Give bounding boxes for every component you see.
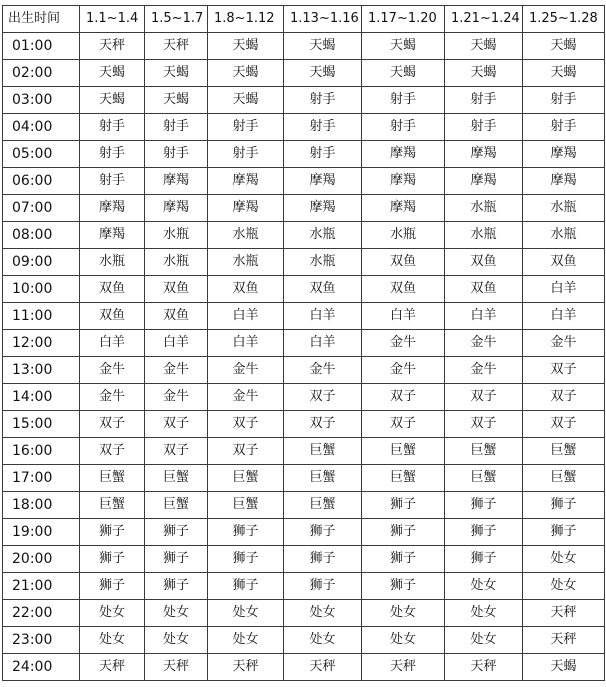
sign-cell: 巨蟹 — [445, 465, 523, 492]
sign-cell: 白羊 — [145, 330, 208, 357]
sign-cell: 双鱼 — [362, 249, 445, 276]
sign-cell: 水瓶 — [523, 222, 605, 249]
birth-time-cell: 04:00 — [3, 114, 80, 141]
sign-cell: 双鱼 — [523, 249, 605, 276]
sign-cell: 双鱼 — [445, 249, 523, 276]
table-row — [3, 141, 605, 168]
sign-cell: 金牛 — [445, 357, 523, 384]
sign-cell: 狮子 — [208, 573, 284, 600]
sign-cell: 处女 — [445, 627, 523, 654]
sign-cell: 处女 — [284, 600, 362, 627]
sign-cell: 白羊 — [523, 303, 605, 330]
sign-cell: 巨蟹 — [284, 438, 362, 465]
sign-cell: 双子 — [284, 384, 362, 411]
table-row — [3, 600, 605, 627]
sign-cell: 双子 — [362, 384, 445, 411]
sign-cell: 巨蟹 — [145, 492, 208, 519]
sign-cell: 水瓶 — [145, 249, 208, 276]
sign-cell: 摩羯 — [523, 141, 605, 168]
table-row — [3, 546, 605, 573]
table-row — [3, 60, 605, 87]
sign-cell: 白羊 — [523, 276, 605, 303]
birth-time-cell: 05:00 — [3, 141, 80, 168]
sign-cell: 双鱼 — [362, 276, 445, 303]
sign-cell: 狮子 — [80, 519, 145, 546]
sign-cell: 双子 — [208, 411, 284, 438]
sign-cell: 双子 — [284, 411, 362, 438]
sign-cell: 处女 — [145, 627, 208, 654]
table-row — [3, 114, 605, 141]
sign-cell: 天蝎 — [284, 33, 362, 60]
header-date-range: 1.17~1.20 — [362, 6, 445, 33]
sign-cell: 巨蟹 — [208, 465, 284, 492]
sign-cell: 狮子 — [362, 546, 445, 573]
table-row — [3, 330, 605, 357]
sign-cell: 狮子 — [284, 519, 362, 546]
birth-time-cell: 13:00 — [3, 357, 80, 384]
sign-cell: 水瓶 — [523, 195, 605, 222]
sign-cell: 水瓶 — [362, 222, 445, 249]
birth-time-cell: 10:00 — [3, 276, 80, 303]
sign-cell: 金牛 — [208, 357, 284, 384]
sign-cell: 天秤 — [523, 600, 605, 627]
birth-time-cell: 16:00 — [3, 438, 80, 465]
sign-cell: 天蝎 — [445, 60, 523, 87]
sign-cell: 天秤 — [445, 654, 523, 681]
sign-cell: 双鱼 — [284, 276, 362, 303]
sign-cell: 摩羯 — [523, 168, 605, 195]
birth-time-cell: 02:00 — [3, 60, 80, 87]
birth-time-cell: 09:00 — [3, 249, 80, 276]
birth-time-cell: 20:00 — [3, 546, 80, 573]
sign-cell: 狮子 — [445, 492, 523, 519]
sign-cell: 狮子 — [523, 519, 605, 546]
sign-cell: 处女 — [445, 600, 523, 627]
sign-cell: 白羊 — [284, 330, 362, 357]
sign-cell: 天秤 — [145, 33, 208, 60]
sign-cell: 双子 — [362, 411, 445, 438]
header-row — [3, 6, 605, 33]
birth-time-cell: 14:00 — [3, 384, 80, 411]
header-date-range: 1.13~1.16 — [284, 6, 362, 33]
table-row — [3, 384, 605, 411]
sign-cell: 巨蟹 — [362, 465, 445, 492]
sign-cell: 天蝎 — [208, 60, 284, 87]
sign-cell: 双鱼 — [80, 276, 145, 303]
sign-cell: 双子 — [145, 438, 208, 465]
sign-cell: 巨蟹 — [284, 492, 362, 519]
sign-cell: 双鱼 — [145, 303, 208, 330]
sign-cell: 射手 — [80, 168, 145, 195]
header-date-range: 1.25~1.28 — [523, 6, 605, 33]
sign-cell: 狮子 — [284, 573, 362, 600]
table-row — [3, 519, 605, 546]
sign-cell: 金牛 — [362, 357, 445, 384]
birth-time-cell: 11:00 — [3, 303, 80, 330]
table-row — [3, 492, 605, 519]
sign-cell: 射手 — [208, 114, 284, 141]
sign-cell: 天蝎 — [362, 60, 445, 87]
sign-cell: 摩羯 — [284, 168, 362, 195]
sign-cell: 天蝎 — [284, 60, 362, 87]
sign-cell: 白羊 — [208, 303, 284, 330]
sign-cell: 狮子 — [208, 546, 284, 573]
sign-cell: 金牛 — [523, 330, 605, 357]
sign-cell: 双鱼 — [145, 276, 208, 303]
sign-cell: 摩羯 — [208, 195, 284, 222]
sign-cell: 双子 — [445, 411, 523, 438]
sign-cell: 射手 — [284, 87, 362, 114]
sign-cell: 双子 — [145, 411, 208, 438]
birth-time-cell: 06:00 — [3, 168, 80, 195]
sign-cell: 狮子 — [445, 519, 523, 546]
table-row — [3, 33, 605, 60]
sign-cell: 摩羯 — [80, 195, 145, 222]
table-row — [3, 195, 605, 222]
table-row — [3, 654, 605, 681]
sign-cell: 金牛 — [362, 330, 445, 357]
sign-cell: 双子 — [80, 438, 145, 465]
sign-cell: 天蝎 — [80, 87, 145, 114]
sign-cell: 双子 — [523, 357, 605, 384]
birth-time-cell: 01:00 — [3, 33, 80, 60]
sign-cell: 射手 — [523, 87, 605, 114]
sign-cell: 天秤 — [208, 654, 284, 681]
birth-time-cell: 21:00 — [3, 573, 80, 600]
sign-cell: 处女 — [523, 546, 605, 573]
sign-cell: 射手 — [284, 114, 362, 141]
sign-cell: 天蝎 — [208, 33, 284, 60]
sign-cell: 射手 — [362, 114, 445, 141]
sign-cell: 金牛 — [80, 357, 145, 384]
sign-cell: 水瓶 — [445, 195, 523, 222]
sign-cell: 天蝎 — [362, 33, 445, 60]
sign-cell: 巨蟹 — [80, 465, 145, 492]
sign-cell: 水瓶 — [80, 249, 145, 276]
sign-cell: 射手 — [445, 87, 523, 114]
sign-cell: 水瓶 — [284, 249, 362, 276]
birth-time-cell: 19:00 — [3, 519, 80, 546]
sign-cell: 处女 — [523, 573, 605, 600]
birth-time-cell: 23:00 — [3, 627, 80, 654]
sign-cell: 巨蟹 — [284, 465, 362, 492]
sign-cell: 巨蟹 — [80, 492, 145, 519]
sign-cell: 狮子 — [523, 492, 605, 519]
sign-cell: 狮子 — [362, 573, 445, 600]
sign-cell: 摩羯 — [362, 168, 445, 195]
sign-cell: 水瓶 — [284, 222, 362, 249]
sign-cell: 狮子 — [362, 492, 445, 519]
sign-cell: 射手 — [145, 141, 208, 168]
sign-cell: 摩羯 — [445, 168, 523, 195]
sign-cell: 天秤 — [145, 654, 208, 681]
sign-cell: 处女 — [208, 627, 284, 654]
table-row — [3, 276, 605, 303]
sign-cell: 摩羯 — [362, 141, 445, 168]
sign-cell: 狮子 — [145, 573, 208, 600]
sign-cell: 射手 — [284, 141, 362, 168]
sign-cell: 天蝎 — [80, 60, 145, 87]
rising-sign-table — [2, 5, 605, 681]
sign-cell: 金牛 — [445, 330, 523, 357]
sign-cell: 巨蟹 — [445, 438, 523, 465]
sign-cell: 天蝎 — [208, 87, 284, 114]
sign-cell: 双鱼 — [80, 303, 145, 330]
sign-cell: 狮子 — [284, 546, 362, 573]
sign-cell: 摩羯 — [80, 222, 145, 249]
header-date-range: 1.5~1.7 — [145, 6, 208, 33]
sign-cell: 双鱼 — [208, 276, 284, 303]
sign-cell: 天蝎 — [523, 60, 605, 87]
header-birth-time: 出生时间 — [3, 6, 80, 33]
sign-cell: 射手 — [523, 114, 605, 141]
sign-cell: 摩羯 — [445, 141, 523, 168]
header-date-range: 1.1~1.4 — [80, 6, 145, 33]
birth-time-cell: 08:00 — [3, 222, 80, 249]
table-row — [3, 411, 605, 438]
sign-cell: 摩羯 — [145, 195, 208, 222]
table-row — [3, 168, 605, 195]
sign-cell: 摩羯 — [362, 195, 445, 222]
table-row — [3, 87, 605, 114]
sign-cell: 双子 — [208, 438, 284, 465]
sign-cell: 巨蟹 — [362, 438, 445, 465]
birth-time-cell: 22:00 — [3, 600, 80, 627]
birth-time-cell: 18:00 — [3, 492, 80, 519]
sign-cell: 处女 — [284, 627, 362, 654]
sign-cell: 白羊 — [208, 330, 284, 357]
sign-cell: 双子 — [523, 411, 605, 438]
sign-cell: 处女 — [208, 600, 284, 627]
birth-time-cell: 03:00 — [3, 87, 80, 114]
sign-cell: 金牛 — [284, 357, 362, 384]
birth-time-cell: 17:00 — [3, 465, 80, 492]
table-row — [3, 303, 605, 330]
birth-time-cell: 15:00 — [3, 411, 80, 438]
sign-cell: 处女 — [362, 600, 445, 627]
sign-cell: 狮子 — [208, 519, 284, 546]
sign-cell: 处女 — [145, 600, 208, 627]
sign-cell: 射手 — [80, 141, 145, 168]
sign-cell: 摩羯 — [208, 168, 284, 195]
table-body — [3, 33, 605, 681]
sign-cell: 天秤 — [362, 654, 445, 681]
table-row — [3, 249, 605, 276]
sign-cell: 白羊 — [445, 303, 523, 330]
sign-cell: 处女 — [80, 627, 145, 654]
sign-cell: 天秤 — [80, 654, 145, 681]
sign-cell: 双子 — [523, 384, 605, 411]
sign-cell: 巨蟹 — [523, 438, 605, 465]
birth-time-cell: 24:00 — [3, 654, 80, 681]
table-row — [3, 222, 605, 249]
sign-cell: 狮子 — [80, 573, 145, 600]
sign-cell: 双子 — [445, 384, 523, 411]
sign-cell: 水瓶 — [145, 222, 208, 249]
table-row — [3, 573, 605, 600]
sign-cell: 天秤 — [523, 627, 605, 654]
sign-cell: 巨蟹 — [523, 465, 605, 492]
sign-cell: 射手 — [445, 114, 523, 141]
header-date-range: 1.21~1.24 — [445, 6, 523, 33]
sign-cell: 双子 — [80, 411, 145, 438]
sign-cell: 射手 — [362, 87, 445, 114]
sign-cell: 天蝎 — [145, 60, 208, 87]
sign-cell: 狮子 — [145, 546, 208, 573]
sign-cell: 天蝎 — [145, 87, 208, 114]
sign-cell: 金牛 — [145, 357, 208, 384]
sign-cell: 白羊 — [284, 303, 362, 330]
sign-cell: 水瓶 — [208, 222, 284, 249]
sign-cell: 处女 — [80, 600, 145, 627]
sign-cell: 狮子 — [80, 546, 145, 573]
sign-cell: 射手 — [80, 114, 145, 141]
sign-cell: 水瓶 — [208, 249, 284, 276]
sign-cell: 射手 — [145, 114, 208, 141]
table-row — [3, 357, 605, 384]
sign-cell: 金牛 — [145, 384, 208, 411]
birth-time-cell: 07:00 — [3, 195, 80, 222]
sign-cell: 白羊 — [362, 303, 445, 330]
sign-cell: 白羊 — [80, 330, 145, 357]
sign-cell: 天蝎 — [523, 654, 605, 681]
sign-cell: 狮子 — [362, 519, 445, 546]
sign-cell: 天蝎 — [445, 33, 523, 60]
sign-cell: 金牛 — [208, 384, 284, 411]
birth-time-cell: 12:00 — [3, 330, 80, 357]
sign-cell: 天蝎 — [523, 33, 605, 60]
table-row — [3, 627, 605, 654]
sign-cell: 水瓶 — [445, 222, 523, 249]
sign-cell: 处女 — [445, 573, 523, 600]
sign-cell: 天秤 — [284, 654, 362, 681]
sign-cell: 狮子 — [445, 546, 523, 573]
table-row — [3, 465, 605, 492]
sign-cell: 双鱼 — [445, 276, 523, 303]
sign-cell: 天秤 — [80, 33, 145, 60]
sign-cell: 巨蟹 — [208, 492, 284, 519]
table-row — [3, 438, 605, 465]
sign-cell: 摩羯 — [145, 168, 208, 195]
sign-cell: 金牛 — [80, 384, 145, 411]
sign-cell: 巨蟹 — [145, 465, 208, 492]
sign-cell: 狮子 — [145, 519, 208, 546]
sign-cell: 摩羯 — [284, 195, 362, 222]
sign-cell: 处女 — [362, 627, 445, 654]
header-date-range: 1.8~1.12 — [208, 6, 284, 33]
sign-cell: 射手 — [208, 141, 284, 168]
